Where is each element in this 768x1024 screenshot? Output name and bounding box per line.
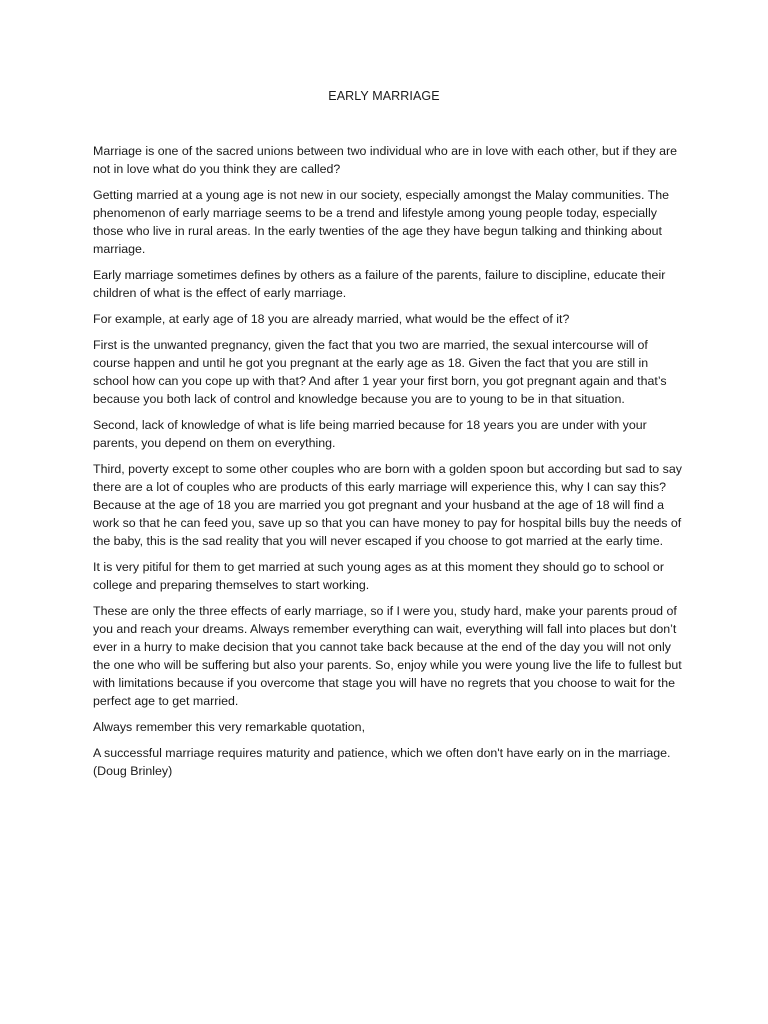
paragraph-10: Always remember this very remarkable quotation, [93,720,366,734]
document-title: EARLY MARRIAGE [328,89,440,103]
paragraph-8: It is very pitiful for them to get married at such young ages as at this moment they should go to school or college and preparing themselves to start working. [93,560,664,592]
paragraph-6: Second, lack of knowledge of what is life being married because for 18 years you are under with your parents, you depend on them on everything. [93,418,647,450]
paragraph-3: Early marriage sometimes defines by others as a failure of the parents, failure to discipline, educate their children of what is the effect of early marriage. [93,268,666,300]
document-body [93,142,683,788]
paragraph-7: Third, poverty except to some other couples who are born with a golden spoon but according but sad to say there are a lot of couples who are products of this early marriage will experience this, why I can say this? Because at the age of 18 you are married you got pregnant and your husband at the age of 18 will find a work so that he can feed you, save up so that you can have money to pay for hospital bills buy the needs of the baby, this is the sad reality that you will never escaped if you choose to got married at the early time. [93,462,682,548]
paragraph-9: These are only the three effects of early marriage, so if I were you, study hard, make your parents proud of you and reach your dreams. Always remember everything can wait, everything will fall into places but don’t ever in a hurry to make decision that you cannot take back because at the end of the day you will not only the one who will be suffering but also your parents. So, enjoy while you were young live the life to fullest but with limitations because if you overcome that stage you will have no regrets that you choose to wait for the perfect age to get married. [93,604,682,708]
paragraph-5: First is the unwanted pregnancy, given the fact that you two are married, the sexual intercourse will of course happen and until he got you pregnant at the early age as 18. Given the fact that you are still in school how can you cope up with that? And after 1 year your first born, you got pregnant again and that’s because you both lack of control and knowledge because you are to young to be in that situation. [93,338,667,406]
paragraph-1: Marriage is one of the sacred unions between two individual who are in love with each other, but if they are not in love what do you think they are called? [93,144,678,176]
paragraph-11: A successful marriage requires maturity and patience, which we often don't have early on in the marriage. (Doug Brinley) [93,746,671,778]
paragraph-2: Getting married at a young age is not new in our society, especially amongst the Malay communities. The phenomenon of early marriage seems to be a trend and lifestyle among young people today, especially those who live in rural areas. In the early twenties of the age they have begun talking and thinking about marriage. [93,188,669,256]
paragraph-4: For example, at early age of 18 you are already married, what would be the effect of it? [93,312,570,326]
